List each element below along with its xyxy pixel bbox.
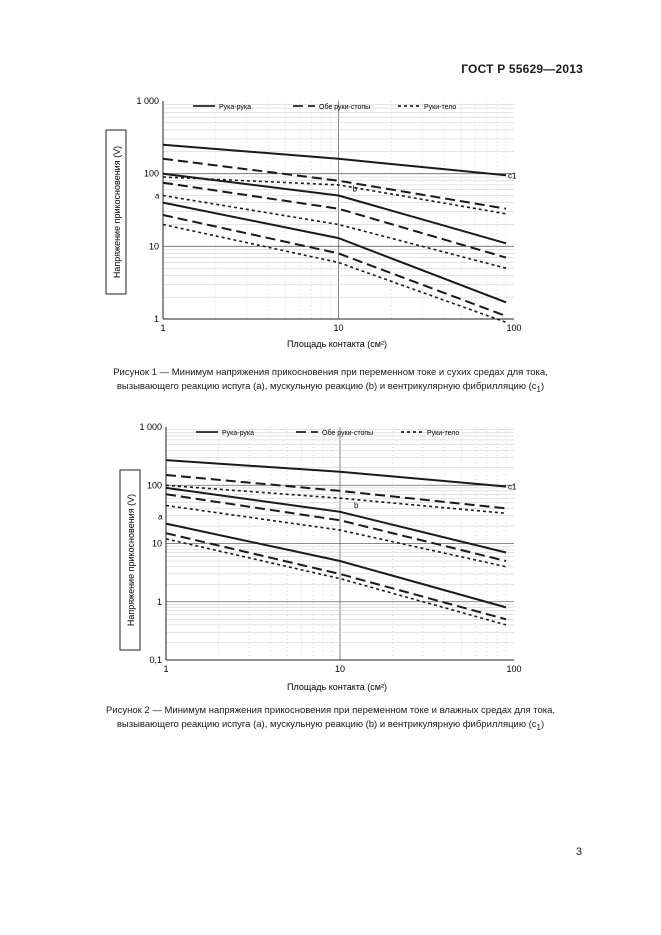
caption-subscript: 1 [536, 722, 541, 732]
series-line [166, 475, 506, 508]
caption-text: вызывающего реакцию испуга (a), мускульную реакцию (b) и вентрикулярную фибрилляцию (c [116, 719, 537, 730]
caption-subscript: 1 [536, 384, 541, 394]
caption-text: вызывающего реакцию испуга (a), мускульную реакцию (b) и вентрикулярную фибрилляцию (c [116, 381, 537, 392]
y-tick-label: 1 [156, 596, 162, 607]
series-line [166, 460, 506, 486]
caption-line: Рисунок 2 — Минимум напряжения прикосновения при переменном токе и влажных средах для тока, [105, 705, 556, 716]
series-line [166, 539, 506, 625]
x-tick-label: 1 [163, 664, 169, 674]
x-tick-label: 10 [333, 323, 344, 333]
figure-2-caption [60, 704, 601, 735]
series-line [166, 524, 506, 608]
x-tick-label: 100 [506, 664, 522, 674]
figure-1-caption [60, 366, 601, 397]
curve-label: a [155, 191, 160, 201]
caption-line [60, 718, 601, 735]
curve-label: c1 [508, 482, 517, 492]
x-axis-label: Площадь контакта (см²) [287, 339, 387, 349]
caption-end: ) [540, 381, 545, 392]
series-line [166, 485, 506, 513]
legend-label: Руки-тело [424, 104, 457, 111]
y-tick-label: 1 000 [136, 96, 159, 106]
x-axis-label: Площадь контакта (см²) [287, 682, 387, 692]
series-line [166, 506, 506, 567]
standard-number: ГОСТ Р 55629—2013 [461, 62, 583, 76]
figure-1 [0, 88, 661, 388]
page-number: 3 [575, 846, 582, 858]
legend-label: Обе руки-стопы [319, 104, 371, 111]
curve-label: b [352, 184, 357, 194]
curve-label: c1 [507, 171, 517, 181]
series-line [163, 225, 506, 323]
y-tick-label: 0,1 [149, 655, 162, 665]
curve-label: a [158, 512, 163, 522]
series-line [163, 196, 506, 269]
caption-line [60, 380, 601, 397]
x-tick-label: 100 [506, 323, 522, 333]
series-line [163, 215, 506, 316]
legend-label: Обе руки-стопы [322, 430, 374, 437]
series-line [166, 494, 506, 561]
y-tick-label: 10 [151, 538, 162, 549]
y-axis-label: Напряжение прикосновения (V) [126, 493, 136, 627]
chart-figure-2 [0, 410, 661, 700]
legend-label: Рука-рука [219, 104, 252, 111]
y-tick-label: 100 [143, 168, 159, 179]
chart-figure-1 [0, 88, 661, 368]
y-tick-label: 100 [146, 480, 162, 491]
y-axis-label: Напряжение прикосновения (V) [112, 145, 122, 279]
legend-label: Рука-рука [222, 430, 255, 437]
plot-area [136, 96, 521, 333]
x-tick-label: 1 [160, 323, 166, 333]
figure-2 [0, 410, 661, 750]
y-tick-label: 1 [153, 314, 159, 324]
series-line [163, 203, 506, 303]
plot-area [139, 422, 521, 674]
series-line [163, 145, 506, 176]
caption-end: ) [540, 719, 545, 730]
y-tick-label: 1 000 [139, 422, 162, 432]
curve-label: b [354, 500, 359, 510]
x-tick-label: 10 [334, 664, 346, 674]
legend-label: Руки-тело [427, 430, 460, 437]
y-tick-label: 10 [148, 241, 159, 252]
caption-line: Рисунок 1 — Минимум напряжения прикосновения при переменном токе и сухих средах для тока, [113, 367, 548, 378]
series-line [163, 159, 506, 209]
